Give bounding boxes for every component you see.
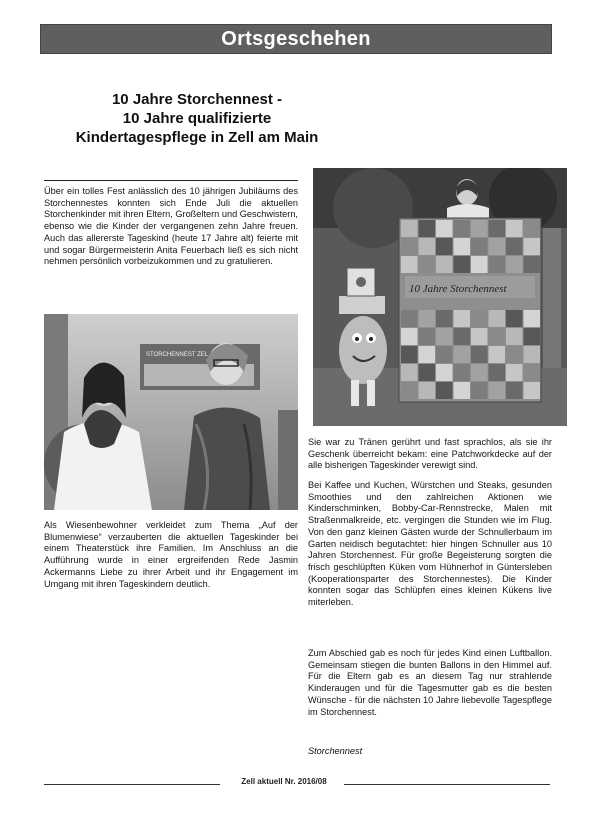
- quilt-patch: [524, 328, 541, 345]
- quilt-patch: [436, 220, 453, 237]
- article-title: [44, 90, 350, 147]
- quilt-patch: [489, 346, 506, 363]
- section-title: Ortsgeschehen: [221, 27, 371, 50]
- article-title-line-3: Kindertagespflege in Zell am Main: [75, 129, 319, 146]
- quilt-patch: [524, 238, 541, 255]
- quilt-patch: [471, 382, 488, 399]
- quilt-patch: [454, 256, 471, 273]
- section-header: [40, 24, 552, 54]
- quilt-patch: [489, 382, 506, 399]
- quilt-patch: [419, 238, 436, 255]
- quilt-patch: [454, 364, 471, 381]
- quilt-patch: [419, 346, 436, 363]
- quilt-patch: [524, 220, 541, 237]
- divider-top: [44, 180, 298, 181]
- quilt-patch: [436, 382, 453, 399]
- quilt-patch: [471, 256, 488, 273]
- quilt-patch: [401, 238, 418, 255]
- intro-paragraph: Über ein tolles Fest anlässlich des 10 jährigen Jubiläums des Storchennestes konnten sich Ende Juli die aktuellen Storchenkinder mit ihren Eltern, Großeltern und Geschwistern, ebenso wie die Kinder der vergangenen zehn Jahre freuen. Auch das allererste Tageskind (heute 17 Jahre alt) feierte mit und sogar Bürgermeisterin Anita Feuerbach ließ es sich nicht nehmen persönlich vorbeizukommen und zu gratulieren.: [44, 186, 298, 267]
- quilt-patch: [401, 310, 418, 327]
- quilt-patch: [454, 238, 471, 255]
- quilt-patch: [401, 256, 418, 273]
- quilt-patch: [419, 220, 436, 237]
- quilt-patch: [506, 238, 523, 255]
- quilt-patch: [489, 238, 506, 255]
- quilt-patch: [454, 346, 471, 363]
- quilt-patch: [524, 310, 541, 327]
- quilt-patch: [401, 220, 418, 237]
- quilt-patch: [419, 364, 436, 381]
- quilt-patch: [436, 256, 453, 273]
- quilt-patch: [471, 220, 488, 237]
- quilt-patch: [506, 382, 523, 399]
- quilt-patch: [436, 346, 453, 363]
- quilt-text: 10 Jahre Storchennest: [409, 283, 507, 295]
- quilt-patch: [454, 310, 471, 327]
- quilt-patch: [506, 256, 523, 273]
- quilt-patch: [419, 310, 436, 327]
- quilt-patch: [401, 382, 418, 399]
- activities-paragraph: Bei Kaffee und Kuchen, Würstchen und Steaks, gesunden Smoothies und den zahlreichen Aktionen wie Kinderschminken, Bobby-Car-Rennstrecke, Malen mit Straßenmalkreide, etc. vergingen die Stunden wie im Flug. Von den ganz kleinen Gästen wurde der Schnullerbaum im Garten neidisch begutachtet: hier hingen Schnuller aus 10 Jahren Storchennest. Für große Begeisterung sorgten die frisch geschlüpften Küken vom Hühnerhof in Güntersleben (Kooperationsparter des Storchennestes). Die Kinder konnten sogar das Schlüpfen eines kleinen Kükens live miterleben.: [308, 480, 552, 608]
- quilt-patch: [506, 220, 523, 237]
- quilt-patch: [471, 346, 488, 363]
- quilt-patch: [489, 364, 506, 381]
- quilt-patch: [436, 364, 453, 381]
- footer-rule-left: [44, 784, 220, 785]
- author-signature: Storchennest: [308, 746, 363, 756]
- quilt-patch: [471, 328, 488, 345]
- footer-issue: Zell aktuell Nr. 2016/08: [241, 777, 327, 786]
- quilt-patch: [506, 364, 523, 381]
- quilt-patch: [506, 346, 523, 363]
- quilt-patch: [506, 328, 523, 345]
- quilt-patch: [419, 328, 436, 345]
- photo-sign-text: STORCHENNEST ZEL: [146, 352, 209, 358]
- quilt-patch: [489, 220, 506, 237]
- photo-two-women: [44, 314, 298, 510]
- quilt-patch: [471, 238, 488, 255]
- quilt-patch: [436, 238, 453, 255]
- quilt-patch: [524, 256, 541, 273]
- quilt-patch: [454, 382, 471, 399]
- photo-patchwork-quilt: [313, 168, 567, 426]
- gift-paragraph: Sie war zu Tränen gerührt und fast sprachlos, als sie ihr Geschenk überreicht bekam: eine Patchworkdecke auf der alle bisherigen Tageskinder verewigt sind.: [308, 437, 552, 471]
- quilt-patch: [454, 220, 471, 237]
- quilt-patch: [401, 364, 418, 381]
- theater-paragraph: Als Wiesenbewohner verkleidet zum Thema „Auf der Blumenwiese“ verzauberten die aktuellen Tageskinder bei einem Theaterstück ihre Familien. Im Anschluss an die Aufführung wurde in einer ergreifenden Rede Jasmin Ackermanns Liebe zu ihrer Arbeit und ihr Engagement im Umgang mit ihren Tageskindern deutlich.: [44, 520, 298, 589]
- article-title-line-2: 10 Jahre qualifizierte: [122, 110, 272, 127]
- quilt-patch: [436, 310, 453, 327]
- quilt-patch: [471, 364, 488, 381]
- quilt-patch: [401, 346, 418, 363]
- farewell-paragraph: Zum Abschied gab es noch für jedes Kind einen Luftballon. Gemeinsam stiegen die bunten Ballons in den Himmel auf. Für die Eltern gab es an diesem Tag nur strahlende Kinderaugen und für die Tagesmutter gab es die besten Wünsche - für die nächsten 10 Jahre liebevolle Tagespflege im Storchennest.: [308, 648, 552, 717]
- quilt-patch: [524, 346, 541, 363]
- quilt-patch: [524, 382, 541, 399]
- quilt-patch: [506, 310, 523, 327]
- quilt-patch: [489, 256, 506, 273]
- quilt-patch: [436, 328, 453, 345]
- quilt-patch: [401, 328, 418, 345]
- quilt-patch: [419, 382, 436, 399]
- quilt-patch: [489, 328, 506, 345]
- quilt-patch: [489, 310, 506, 327]
- quilt-patch: [524, 364, 541, 381]
- quilt-patch: [454, 328, 471, 345]
- article-title-line-1: 10 Jahre Storchennest -: [111, 91, 283, 108]
- quilt-patch: [419, 256, 436, 273]
- footer-rule-right: [344, 784, 550, 785]
- quilt-patch: [471, 310, 488, 327]
